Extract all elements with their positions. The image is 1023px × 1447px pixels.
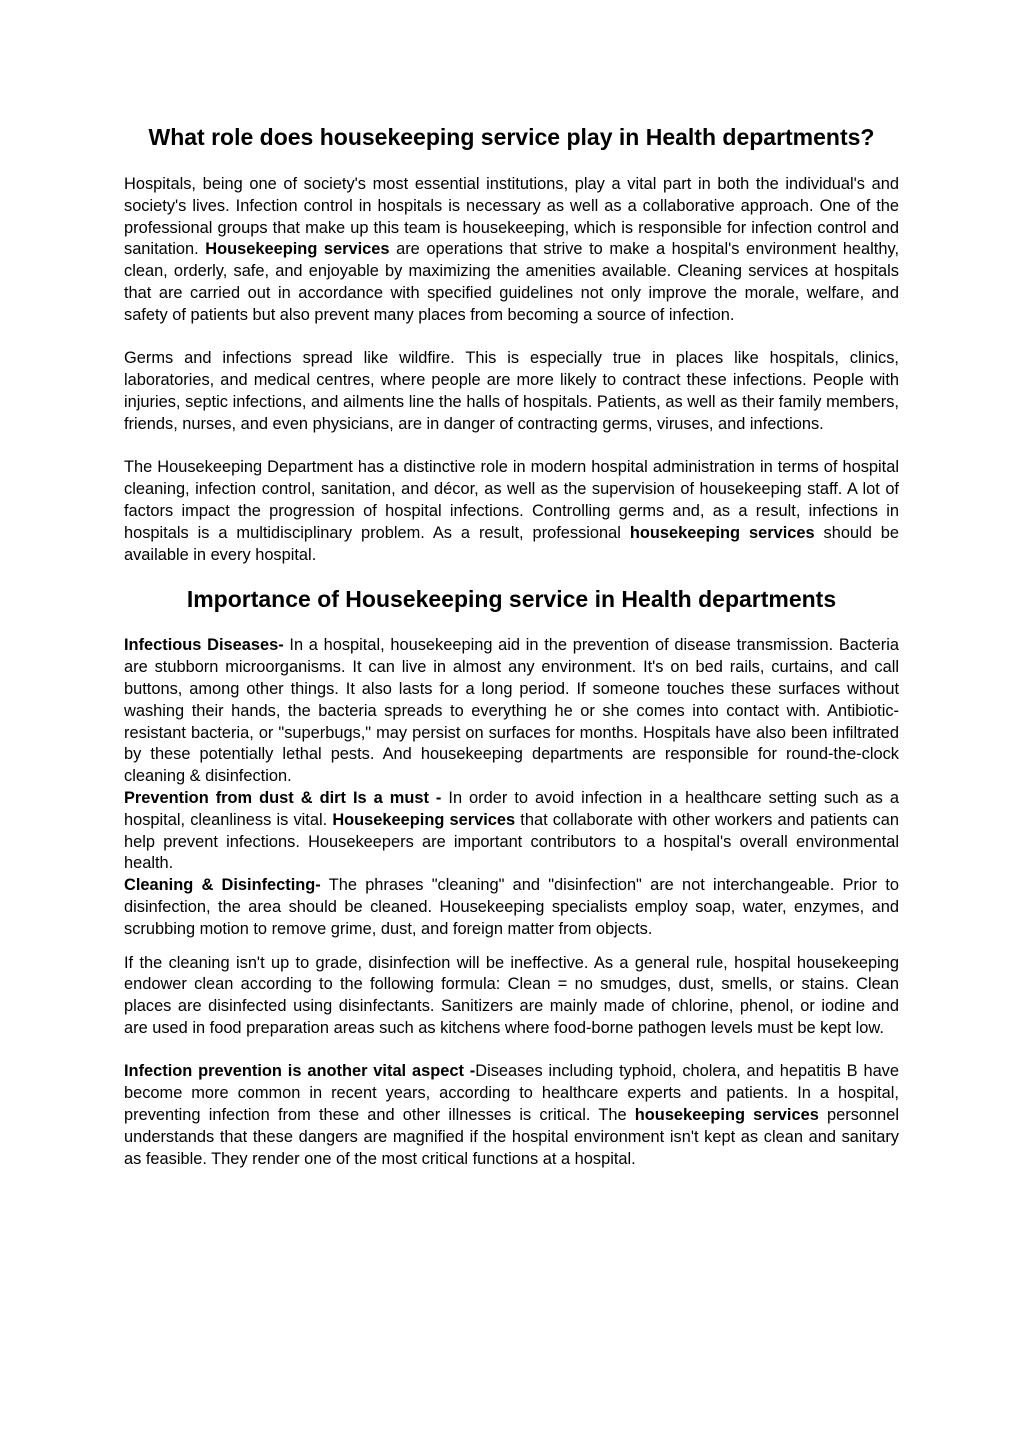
paragraph-text: The phrases "cleaning" and "disinfection" are not interchangeable. Prior to disinfection, the area should be cleaned. Housekeeping specialists employ soap, water, enzymes, and scrubbing motion to remove grime, dust, and foreign matter from objects. [124,876,899,938]
paragraph-infectious-diseases [124,635,899,788]
bold-lead: Prevention from dust & dirt Is a must - [124,788,442,807]
section-heading: Importance of Housekeeping service in Health departments [186,586,837,613]
document-page [124,120,899,1170]
bold-lead: Infection prevention is another vital aspect - [124,1062,476,1081]
bold-phrase: housekeeping services [629,523,815,542]
paragraph-text: In a hospital, housekeeping aid in the prevention of disease transmission. Bacteria are stubborn microorganisms. It can live in almost any environment. It's on bed rails, curtains, and call buttons, among other things. It also lasts for a long period. If someone touches these surfaces without washing their hands, the bacteria spreads to everything he or she comes into contact with. Antibiotic-resistant bacteria, or "superbugs," may persist on surfaces for months. Hospitals have also been infiltrated by these potentially lethal pests. And housekeeping departments are responsible for round-the-clock cleaning & disinfection. [124,636,899,786]
document-title: What role does housekeeping service play in Health departments? [148,124,875,150]
paragraph-text: that collaborate with other workers and patients can help prevent infections. Housekeepers are important contributors to a hospital's overall environmental health. [124,810,899,873]
paragraph-grade: If the cleaning isn't up to grade, disinfection will be ineffective. As a general rule, hospital housekeeping endower clean according to the following formula: Clean = no smudges, dust, smells, or stains. Clean places are disinfected using disinfectants. Sanitizers are mainly made of chlorine, phenol, or iodine and are used in food preparation areas such as kitchens where food-borne pathogen levels must be kept low. [124,953,899,1037]
bold-phrase: housekeeping services [634,1106,819,1125]
paragraph-department [124,457,899,566]
paragraph-text: Diseases including typhoid, cholera, and hepatitis B have become more common in recent years, according to healthcare experts and patients. In a hospital, preventing infection from these and other illnesses is critical. The [124,1062,899,1125]
bold-lead: Infectious Diseases- [124,636,284,655]
bold-phrase: Housekeeping services [332,810,516,829]
paragraph-text: The Housekeeping Department has a distinctive role in modern hospital administration in terms of hospital cleaning, infection control, sanitation, and décor, as well as the supervision of housekeeping staff. A lot of factors impact the progression of hospital infections. Controlling germs and, as a result, infections in hospitals is a multidisciplinary problem. As a result, professional [124,458,899,542]
paragraph-intro [124,174,899,327]
paragraph-text: should be available in every hospital. [124,523,899,564]
bold-lead: Cleaning & Disinfecting- [124,876,321,895]
paragraph-text: personnel understands that these dangers are magnified if the hospital environment isn't kept as clean and sanitary as feasible. They render one of the most critical functions at a hospital. [124,1106,899,1168]
paragraph-cleaning [124,875,899,940]
paragraph-prevention-dust [124,788,899,875]
paragraph-text: In order to avoid infection in a healthcare setting such as a hospital, cleanliness is vital. [124,788,899,829]
bold-phrase: Housekeeping services [205,240,390,259]
paragraph-germs: Germs and infections spread like wildfire. This is especially true in places like hospitals, clinics, laboratories, and medical centres, where people are more likely to contract these infections. People with injuries, septic infections, and ailments line the halls of hospitals. Patients, as well as their family members, friends, nurses, and even physicians, are in danger of contracting germs, viruses, and infections. [124,349,899,433]
paragraph-infection-prevention [124,1061,899,1170]
paragraph-text: Hospitals, being one of society's most essential institutions, play a vital part in both the individual's and society's lives. Infection control in hospitals is necessary as well as a collaborative approach. One of the professional groups that make up this team is housekeeping, which is responsible for infection control and sanitation. [124,175,899,259]
paragraph-text: are operations that strive to make a hospital's environment healthy, clean, orderly, safe, and enjoyable by maximizing the amenities available. Cleaning services at hospitals that are carried out in accordance with specified guidelines not only improve the morale, welfare, and safety of patients but also prevent many places from becoming a source of infection. [124,240,900,324]
